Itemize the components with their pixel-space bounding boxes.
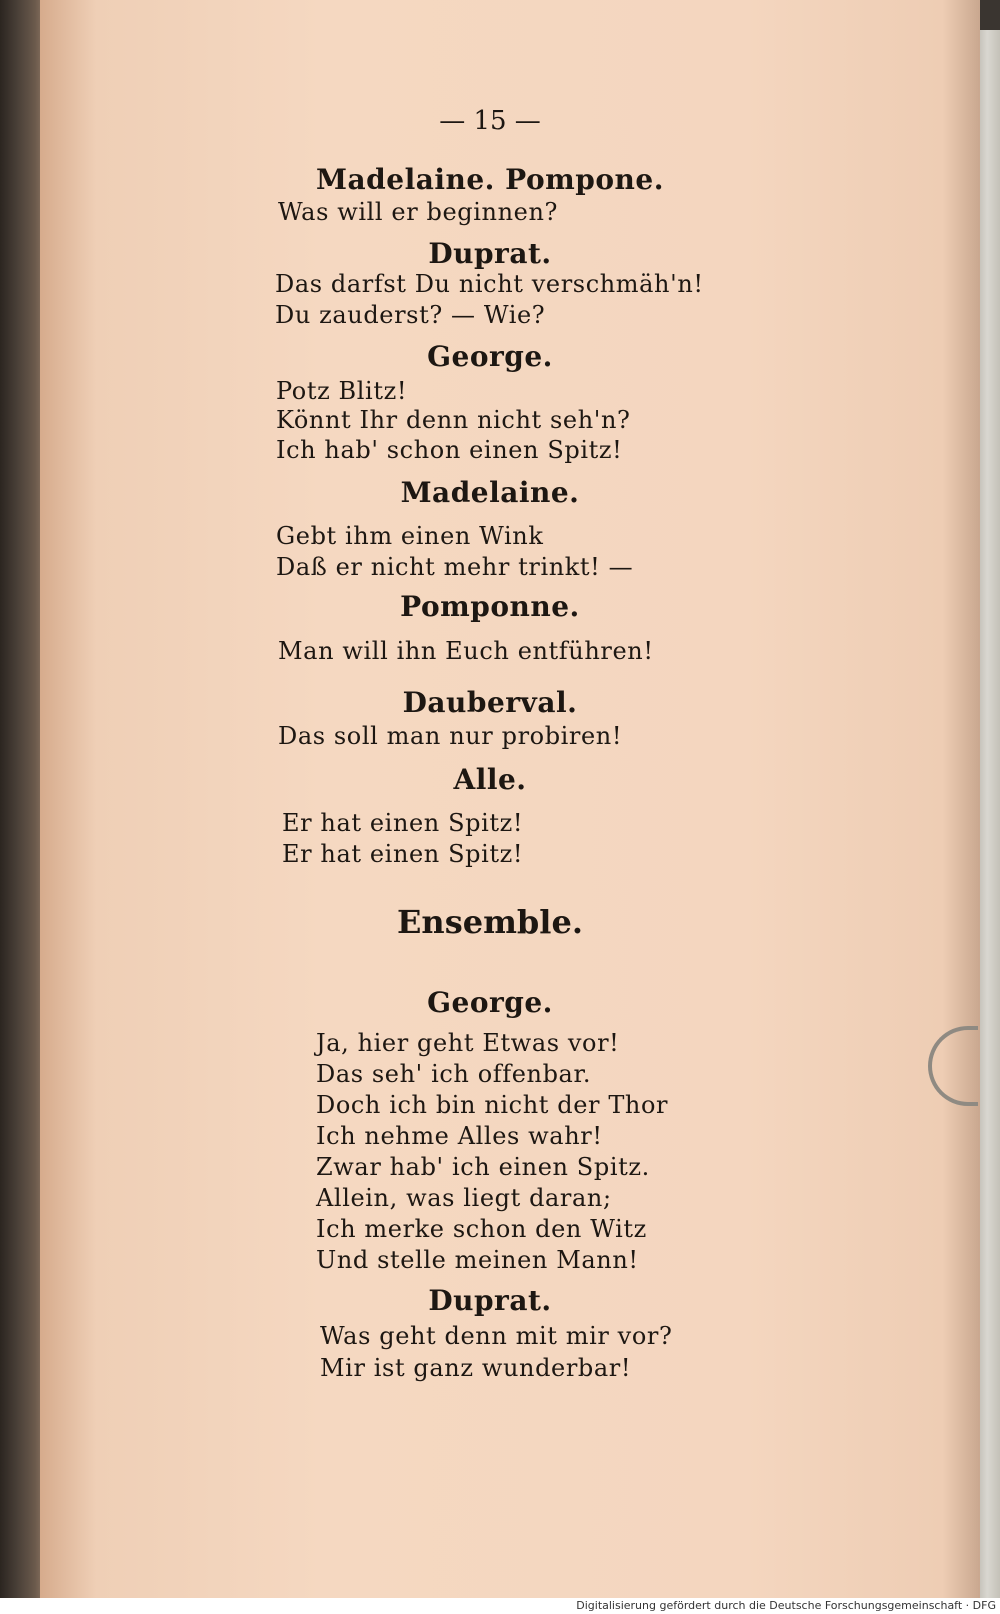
text-line: Ja, hier geht Etwas vor! <box>316 1029 620 1057</box>
text-line: Allein, was liegt daran; <box>316 1184 612 1212</box>
speaker-dauberval: Dauberval. <box>402 686 578 719</box>
text-line: Er hat einen Spitz! <box>282 809 524 837</box>
section-heading: Ensemble. <box>397 903 583 941</box>
text-line: Zwar hab' ich einen Spitz. <box>316 1153 650 1181</box>
text-line: Was geht denn mit mir vor? <box>320 1322 673 1350</box>
text-line: Ich hab' schon einen Spitz! <box>276 436 623 464</box>
text-line: Doch ich bin nicht der Thor <box>316 1091 669 1119</box>
text-line: Was will er beginnen? <box>278 198 558 226</box>
speaker-pomponne: Pomponne. <box>400 590 580 623</box>
speaker-madelaine-pompone: Madelaine. Pompone. <box>316 163 664 196</box>
text-line: Du zauderst? — Wie? <box>275 301 546 329</box>
text-line: Könnt Ihr denn nicht seh'n? <box>276 406 631 434</box>
text-line: Ich merke schon den Witz <box>316 1215 647 1243</box>
speaker-duprat: Duprat. <box>428 1284 552 1317</box>
digitization-credit: Digitalisierung gefördert durch die Deutsche Forschungsgemeinschaft · DFG <box>0 1598 1000 1614</box>
text-line: Das darfst Du nicht verschmäh'n! <box>275 270 704 298</box>
speaker-george: George. <box>427 986 553 1019</box>
text-line: Daß er nicht mehr trinkt! — <box>276 553 634 581</box>
text-line: Er hat einen Spitz! <box>282 840 524 868</box>
text-line: Und stelle meinen Mann! <box>316 1246 639 1274</box>
speaker-george: George. <box>427 340 553 373</box>
text-line: Man will ihn Euch entführen! <box>278 637 654 665</box>
speaker-madelaine: Madelaine. <box>400 476 580 509</box>
speaker-duprat: Duprat. <box>428 237 552 270</box>
speaker-alle: Alle. <box>453 763 527 796</box>
text-line: Das seh' ich offenbar. <box>316 1060 592 1088</box>
page-number: — 15 — <box>439 106 541 136</box>
text-line: Das soll man nur probiren! <box>278 722 623 750</box>
text-line: Ich nehme Alles wahr! <box>316 1122 603 1150</box>
text-line: Potz Blitz! <box>276 377 408 405</box>
text-line: Gebt ihm einen Wink <box>276 522 544 550</box>
text-line: Mir ist ganz wunderbar! <box>320 1354 632 1382</box>
